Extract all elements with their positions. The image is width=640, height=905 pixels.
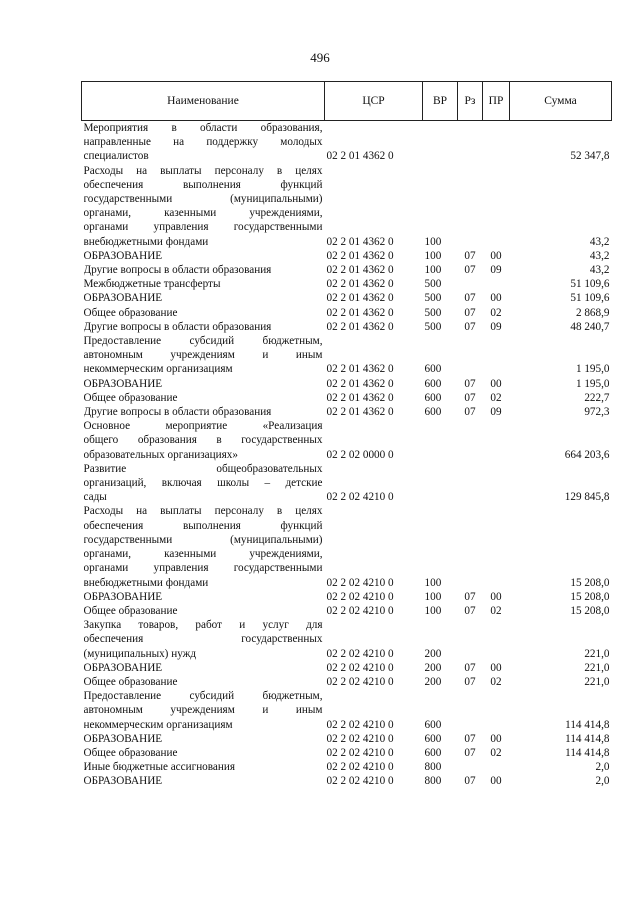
table-row xyxy=(82,760,612,774)
row-csr: 02 2 01 4362 0 xyxy=(326,391,394,404)
row-pr: 09 xyxy=(490,320,502,333)
page-number: 496 xyxy=(310,50,330,65)
row-name xyxy=(82,675,325,689)
row-rz: 07 xyxy=(464,249,476,262)
row-vr: 500 xyxy=(424,320,442,333)
row-name-line: органами управления государственными xyxy=(83,562,323,575)
row-sum: 2 868,9 xyxy=(575,306,610,319)
row-sum: 221,0 xyxy=(584,675,610,688)
row-rz: 07 xyxy=(464,746,476,759)
row-name-line: Предоставление субсидий бюджетным, xyxy=(83,335,323,348)
row-name-line: Развитие общеобразовательных xyxy=(83,462,323,475)
row-name-line: Основное мероприятие «Реализация xyxy=(83,420,323,433)
row-rz: 07 xyxy=(464,732,476,745)
row-name xyxy=(82,405,325,419)
row-csr: 02 2 01 4362 0 xyxy=(326,264,394,277)
table-row xyxy=(82,391,612,405)
row-csr: 02 2 01 4362 0 xyxy=(326,406,394,419)
row-vr xyxy=(423,121,458,164)
row-pr xyxy=(483,618,510,661)
table-row xyxy=(82,277,612,291)
row-name-line: Предоставление субсидий бюджетным, xyxy=(83,690,323,703)
row-name-line: Общее образование xyxy=(83,306,178,319)
row-rz: 07 xyxy=(464,406,476,419)
row-sum: 972,3 xyxy=(584,406,610,419)
row-name xyxy=(82,277,325,291)
row-csr: 02 2 01 4362 0 xyxy=(326,320,394,333)
budget-table xyxy=(81,81,612,789)
row-name-line: специалистов xyxy=(83,150,149,163)
row-csr: 02 2 02 4210 0 xyxy=(326,761,394,774)
row-sum: 15 208,0 xyxy=(570,604,610,617)
row-csr: 02 2 02 4210 0 xyxy=(326,718,394,731)
row-name-line: некоммерческим организациям xyxy=(83,718,233,731)
row-rz: 07 xyxy=(464,306,476,319)
table-row xyxy=(82,604,612,618)
table-row xyxy=(82,661,612,675)
row-rz xyxy=(458,760,483,774)
row-sum: 52 347,8 xyxy=(570,150,610,163)
row-name-line: Закупка товаров, работ и услуг для xyxy=(83,619,323,632)
row-pr xyxy=(483,689,510,732)
row-pr: 00 xyxy=(490,661,502,674)
row-name-line: ОБРАЗОВАНИЕ xyxy=(83,732,163,745)
row-pr: 02 xyxy=(490,306,502,319)
row-vr: 800 xyxy=(424,761,442,774)
row-name xyxy=(82,121,325,164)
table-row xyxy=(82,774,612,788)
row-name-line: образовательных организациях» xyxy=(83,448,238,461)
row-vr: 600 xyxy=(424,391,442,404)
row-vr xyxy=(423,462,458,505)
row-name xyxy=(82,774,325,788)
table-row xyxy=(82,164,612,249)
header-vr: ВР xyxy=(423,82,458,121)
row-rz: 07 xyxy=(464,675,476,688)
row-sum: 221,0 xyxy=(584,661,610,674)
row-rz: 07 xyxy=(464,377,476,390)
row-name-line: обеспечения выполнения функций xyxy=(83,519,323,532)
row-name-line: органами, казенными учреждениями, xyxy=(83,207,323,220)
table-body xyxy=(82,121,612,789)
table-row xyxy=(82,249,612,263)
row-pr: 00 xyxy=(490,732,502,745)
row-name xyxy=(82,263,325,277)
row-name-line: обеспечения государственных xyxy=(83,633,323,646)
row-name-line: государственными (муниципальными) xyxy=(83,193,323,206)
row-pr: 02 xyxy=(490,391,502,404)
row-pr: 00 xyxy=(490,377,502,390)
row-rz: 07 xyxy=(464,264,476,277)
row-sum: 43,2 xyxy=(589,235,610,248)
row-rz xyxy=(458,334,483,377)
row-csr: 02 2 02 4210 0 xyxy=(326,576,394,589)
row-pr xyxy=(483,462,510,505)
row-sum: 2,0 xyxy=(595,761,610,774)
row-vr: 600 xyxy=(424,377,442,390)
row-rz xyxy=(458,277,483,291)
row-vr: 800 xyxy=(424,775,442,788)
row-rz: 07 xyxy=(464,391,476,404)
row-name-line: сады xyxy=(83,491,107,504)
row-name-line: Другие вопросы в области образования xyxy=(83,406,272,419)
row-name-line: автономным учреждениям и иным xyxy=(83,704,323,717)
row-sum: 51 109,6 xyxy=(570,292,610,305)
row-vr: 200 xyxy=(424,675,442,688)
row-csr: 02 2 01 4362 0 xyxy=(326,150,394,163)
row-csr: 02 2 02 4210 0 xyxy=(326,732,394,745)
row-name-line: государственными (муниципальными) xyxy=(83,533,323,546)
row-pr: 00 xyxy=(490,775,502,788)
row-name xyxy=(82,391,325,405)
row-csr: 02 2 02 4210 0 xyxy=(326,746,394,759)
row-name xyxy=(82,462,325,505)
row-rz xyxy=(458,689,483,732)
row-vr: 500 xyxy=(424,278,442,291)
row-vr: 200 xyxy=(424,647,442,660)
row-pr: 00 xyxy=(490,590,502,603)
row-name-line: Мероприятия в области образования, xyxy=(83,122,323,134)
row-vr: 500 xyxy=(424,292,442,305)
row-rz xyxy=(458,121,483,164)
row-rz: 07 xyxy=(464,661,476,674)
row-name xyxy=(82,689,325,732)
row-rz: 07 xyxy=(464,590,476,603)
header-pr: ПР xyxy=(483,82,510,121)
row-name-line: Другие вопросы в области образования xyxy=(83,264,272,277)
row-sum: 114 414,8 xyxy=(565,718,610,731)
table-row xyxy=(82,732,612,746)
row-pr xyxy=(483,334,510,377)
row-pr xyxy=(483,504,510,589)
table-row xyxy=(82,263,612,277)
row-name xyxy=(82,291,325,305)
row-name-line: внебюджетными фондами xyxy=(83,235,209,248)
row-csr: 02 2 01 4362 0 xyxy=(326,278,394,291)
row-pr xyxy=(483,121,510,164)
row-csr: 02 2 01 4362 0 xyxy=(326,306,394,319)
row-name-line: Расходы на выплаты персоналу в целях xyxy=(83,505,323,518)
row-vr xyxy=(423,419,458,462)
table-row xyxy=(82,291,612,305)
row-name-line: Общее образование xyxy=(83,391,178,404)
row-vr: 600 xyxy=(424,732,442,745)
row-name-line: органами управления государственными xyxy=(83,221,323,234)
row-name xyxy=(82,732,325,746)
row-name xyxy=(82,249,325,263)
row-csr: 02 2 02 4210 0 xyxy=(326,590,394,603)
row-rz: 07 xyxy=(464,292,476,305)
row-name-line: автономным учреждениям и иным xyxy=(83,349,323,362)
row-pr: 00 xyxy=(490,249,502,262)
row-sum: 43,2 xyxy=(589,249,610,262)
row-rz xyxy=(458,462,483,505)
row-csr: 02 2 01 4362 0 xyxy=(326,235,394,248)
row-csr: 02 2 01 4362 0 xyxy=(326,292,394,305)
row-sum: 114 414,8 xyxy=(565,746,610,759)
table-row xyxy=(82,675,612,689)
table-row xyxy=(82,306,612,320)
row-name xyxy=(82,604,325,618)
row-sum: 15 208,0 xyxy=(570,576,610,589)
row-name-line: некоммерческим организациям xyxy=(83,363,233,376)
row-name xyxy=(82,164,325,249)
row-rz: 07 xyxy=(464,320,476,333)
row-name-line: внебюджетными фондами xyxy=(83,576,209,589)
row-name xyxy=(82,590,325,604)
row-name-line: ОБРАЗОВАНИЕ xyxy=(83,377,163,390)
table-row xyxy=(82,320,612,334)
row-csr: 02 2 01 4362 0 xyxy=(326,363,394,376)
row-vr: 100 xyxy=(424,249,442,262)
table-row xyxy=(82,405,612,419)
row-vr: 100 xyxy=(424,604,442,617)
table-row xyxy=(82,419,612,462)
row-vr: 100 xyxy=(424,235,442,248)
row-name xyxy=(82,618,325,661)
row-name-line: (муниципальных) нужд xyxy=(83,647,197,660)
header-rz: Рз xyxy=(458,82,483,121)
row-rz: 07 xyxy=(464,604,476,617)
row-name-line: Общее образование xyxy=(83,604,178,617)
row-name xyxy=(82,320,325,334)
row-sum: 114 414,8 xyxy=(565,732,610,745)
row-pr xyxy=(483,760,510,774)
row-name xyxy=(82,746,325,760)
row-name-line: ОБРАЗОВАНИЕ xyxy=(83,249,163,262)
row-vr: 100 xyxy=(424,264,442,277)
row-csr: 02 2 01 4362 0 xyxy=(326,377,394,390)
header-sum: Сумма xyxy=(510,82,612,121)
row-pr: 02 xyxy=(490,604,502,617)
row-sum: 48 240,7 xyxy=(570,320,610,333)
row-sum: 221,0 xyxy=(584,647,610,660)
row-name xyxy=(82,504,325,589)
row-rz: 07 xyxy=(464,775,476,788)
row-name-line: направленные на поддержку молодых xyxy=(83,136,323,149)
row-name-line: ОБРАЗОВАНИЕ xyxy=(83,661,163,674)
row-name-line: ОБРАЗОВАНИЕ xyxy=(83,292,163,305)
row-rz xyxy=(458,419,483,462)
row-name xyxy=(82,334,325,377)
row-name-line: организаций, включая школы – детские xyxy=(83,477,323,490)
row-name xyxy=(82,661,325,675)
row-vr: 600 xyxy=(424,746,442,759)
row-vr: 100 xyxy=(424,576,442,589)
row-vr: 500 xyxy=(424,306,442,319)
table-row xyxy=(82,462,612,505)
row-sum: 1 195,0 xyxy=(575,377,610,390)
table-row xyxy=(82,590,612,604)
row-sum: 664 203,6 xyxy=(564,448,610,461)
table-row xyxy=(82,689,612,732)
row-name xyxy=(82,377,325,391)
row-pr: 09 xyxy=(490,406,502,419)
row-csr: 02 2 02 4210 0 xyxy=(326,675,394,688)
table-row xyxy=(82,504,612,589)
row-vr: 600 xyxy=(424,363,442,376)
row-name xyxy=(82,419,325,462)
row-sum: 2,0 xyxy=(595,775,610,788)
row-pr xyxy=(483,277,510,291)
row-rz xyxy=(458,164,483,249)
row-vr: 200 xyxy=(424,661,442,674)
row-sum: 43,2 xyxy=(589,264,610,277)
row-name-line: Расходы на выплаты персоналу в целях xyxy=(83,164,323,177)
row-csr: 02 2 01 4362 0 xyxy=(326,249,394,262)
row-pr: 09 xyxy=(490,264,502,277)
row-name-line: обеспечения выполнения функций xyxy=(83,178,323,191)
row-csr: 02 2 02 4210 0 xyxy=(326,661,394,674)
table-row xyxy=(82,121,612,164)
row-name-line: Другие вопросы в области образования xyxy=(83,320,272,333)
row-vr: 600 xyxy=(424,406,442,419)
row-name-line: Межбюджетные трансферты xyxy=(83,278,221,291)
row-name-line: ОБРАЗОВАНИЕ xyxy=(83,590,163,603)
row-name-line: общего образования в государственных xyxy=(83,434,323,447)
row-sum: 222,7 xyxy=(584,391,610,404)
row-rz xyxy=(458,618,483,661)
row-sum: 51 109,6 xyxy=(570,278,610,291)
row-vr: 600 xyxy=(424,718,442,731)
row-name-line: Общее образование xyxy=(83,675,178,688)
row-pr xyxy=(483,164,510,249)
row-name xyxy=(82,306,325,320)
table-row xyxy=(82,746,612,760)
row-name-line: Иные бюджетные ассигнования xyxy=(83,761,235,774)
row-sum: 15 208,0 xyxy=(570,590,610,603)
row-sum: 129 845,8 xyxy=(564,491,610,504)
row-pr: 00 xyxy=(490,292,502,305)
header-name: Наименование xyxy=(82,82,325,121)
row-sum: 1 195,0 xyxy=(575,363,610,376)
header-csr: ЦСР xyxy=(325,82,423,121)
table-row xyxy=(82,618,612,661)
row-rz xyxy=(458,504,483,589)
row-name xyxy=(82,760,325,774)
row-vr: 100 xyxy=(424,590,442,603)
row-csr: 02 2 02 4210 0 xyxy=(326,491,394,504)
row-pr: 02 xyxy=(490,746,502,759)
row-csr: 02 2 02 4210 0 xyxy=(326,775,394,788)
row-pr: 02 xyxy=(490,675,502,688)
row-name-line: органами, казенными учреждениями, xyxy=(83,548,323,561)
row-name-line: ОБРАЗОВАНИЕ xyxy=(83,775,163,788)
row-name-line: Общее образование xyxy=(83,746,178,759)
row-csr: 02 2 02 4210 0 xyxy=(326,647,394,660)
table-header-row xyxy=(82,82,612,121)
table-row xyxy=(82,334,612,377)
table-row xyxy=(82,377,612,391)
row-csr: 02 2 02 0000 0 xyxy=(326,448,394,461)
row-pr xyxy=(483,419,510,462)
row-csr: 02 2 02 4210 0 xyxy=(326,604,394,617)
